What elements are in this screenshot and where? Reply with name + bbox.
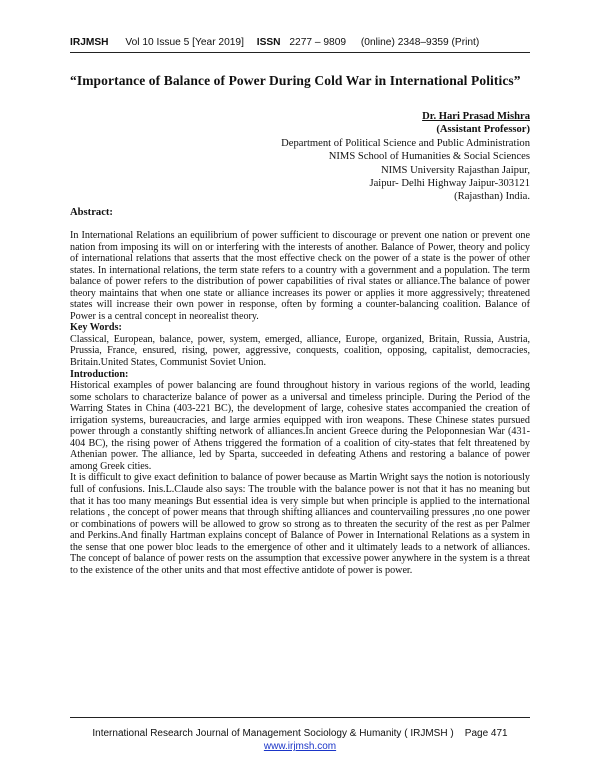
- keywords-heading: Key Words:: [70, 322, 122, 334]
- affiliation-line: Department of Political Science and Public Administration: [281, 137, 530, 149]
- author-role: (Assistant Professor): [436, 124, 530, 136]
- volume-info: Vol 10 Issue 5 [Year 2019]: [125, 37, 244, 48]
- page-number: Page 471: [464, 728, 508, 739]
- affiliation-line: NIMS University Rajasthan Jaipur,: [380, 164, 530, 176]
- issn-label: ISSN: [256, 37, 281, 48]
- introduction-heading: Introduction:: [70, 368, 129, 380]
- affiliation-line: NIMS School of Humanities & Social Sciences: [328, 151, 530, 163]
- page-footer: [70, 727, 530, 753]
- issn-print: 2277 – 9809: [289, 37, 347, 48]
- header-rule: [70, 52, 530, 53]
- journal-abbrev: IRJMSH: [70, 37, 109, 48]
- keywords-paragraph: Classical, European, balance, power, system, emerged, alliance, Europe, organized, Britain, Russia, Austria, Prussia, France, ensured, rising, power, aggressive, conquests, coalition, opposing, capitalist, democracies, Britain.United States, Communist Soviet Union.: [70, 333, 530, 369]
- footer-journal-name: International Research Journal of Management Sociology & Humanity ( IRJMSH ): [92, 728, 454, 739]
- intro-paragraph-2: It is difficult to give exact definition to balance of power because as Martin Wright says the notion is notoriously full of confusions. Inis.L.Claude also says: The trouble with the balance power is not that it has no meaning but that it has too many meanings But essential idea is very simple but when principle is applied to the international relations , the concept of power means that through shifting alliances and countervailing pressures ,no one power or combinations of powers will be allowed to grow so strong as to threaten the security of the rest as per Palmer and Perkins.And finally Hartman explains concept of Balance of Power in International Relations as a system in the sense that one power bloc leads to the emergence of other and it ultimately leads to a network of alliances. The concept of balance of power rests on the assumption that excessive power anywhere in the system is a threat to the existence of the other units and that most effective antidote of power is power.: [70, 472, 530, 576]
- website-link[interactable]: www.irjmsh.com: [263, 741, 337, 752]
- affiliation-line: Jaipur- Delhi Highway Jaipur-303121: [369, 178, 530, 190]
- author-name: Dr. Hari Prasad Mishra: [422, 111, 530, 122]
- paper-title: “Importance of Balance of Power During Cold War in International Politics”: [70, 73, 521, 88]
- issn-online: (0nline) 2348–9359 (Print): [360, 37, 480, 48]
- footer-rule: [70, 717, 530, 718]
- author-block: [281, 110, 530, 204]
- running-header: [70, 37, 530, 48]
- abstract-heading: Abstract:: [70, 207, 113, 218]
- abstract-paragraph: In International Relations an equilibrium of power sufficient to discourage or prevent one nation or prevent one nation from imposing its will on or interfering with the interests of another. Balance of Power, theory and policy of international relations that asserts that the most effective check on the power of a state is the power of other states. In international relations, the term state refers to a country with a government and a population. The term balance of power refers to the distribution of power capabilities of rival states or alliance.The balance of power theory maintains that when one state or alliance increases its power or applies it more aggressively; threatened states will increase their own power in response, often by forming a counter-balancing coalition. Balance of Power is a central concept in neorealist theory.: [70, 230, 530, 322]
- affiliation-line: (Rajasthan) India.: [454, 191, 530, 203]
- intro-paragraph-1: Historical examples of power balancing are found throughout history in various regions of the world, leading some scholars to characterize balance of power as a universal and timeless principle. During the Period of the Warring States in China (403-221 BC), the development of large, cohesive states accompanied the creation of irrigation systems, bureaucracies, and large armies equipped with iron weapons. These Chinese states pursued power through a constantly shifting network of alliances.In ancient Greece during the Peloponnesian War (431-404 BC), the rising power of Athens triggered the formation of a coalition of city-states that felt threatened by Athenian power. The alliance, led by Sparta, succeeded in defeating Athens and restoring a balance of power among Greek cities.: [70, 380, 530, 472]
- body-text: [70, 230, 530, 576]
